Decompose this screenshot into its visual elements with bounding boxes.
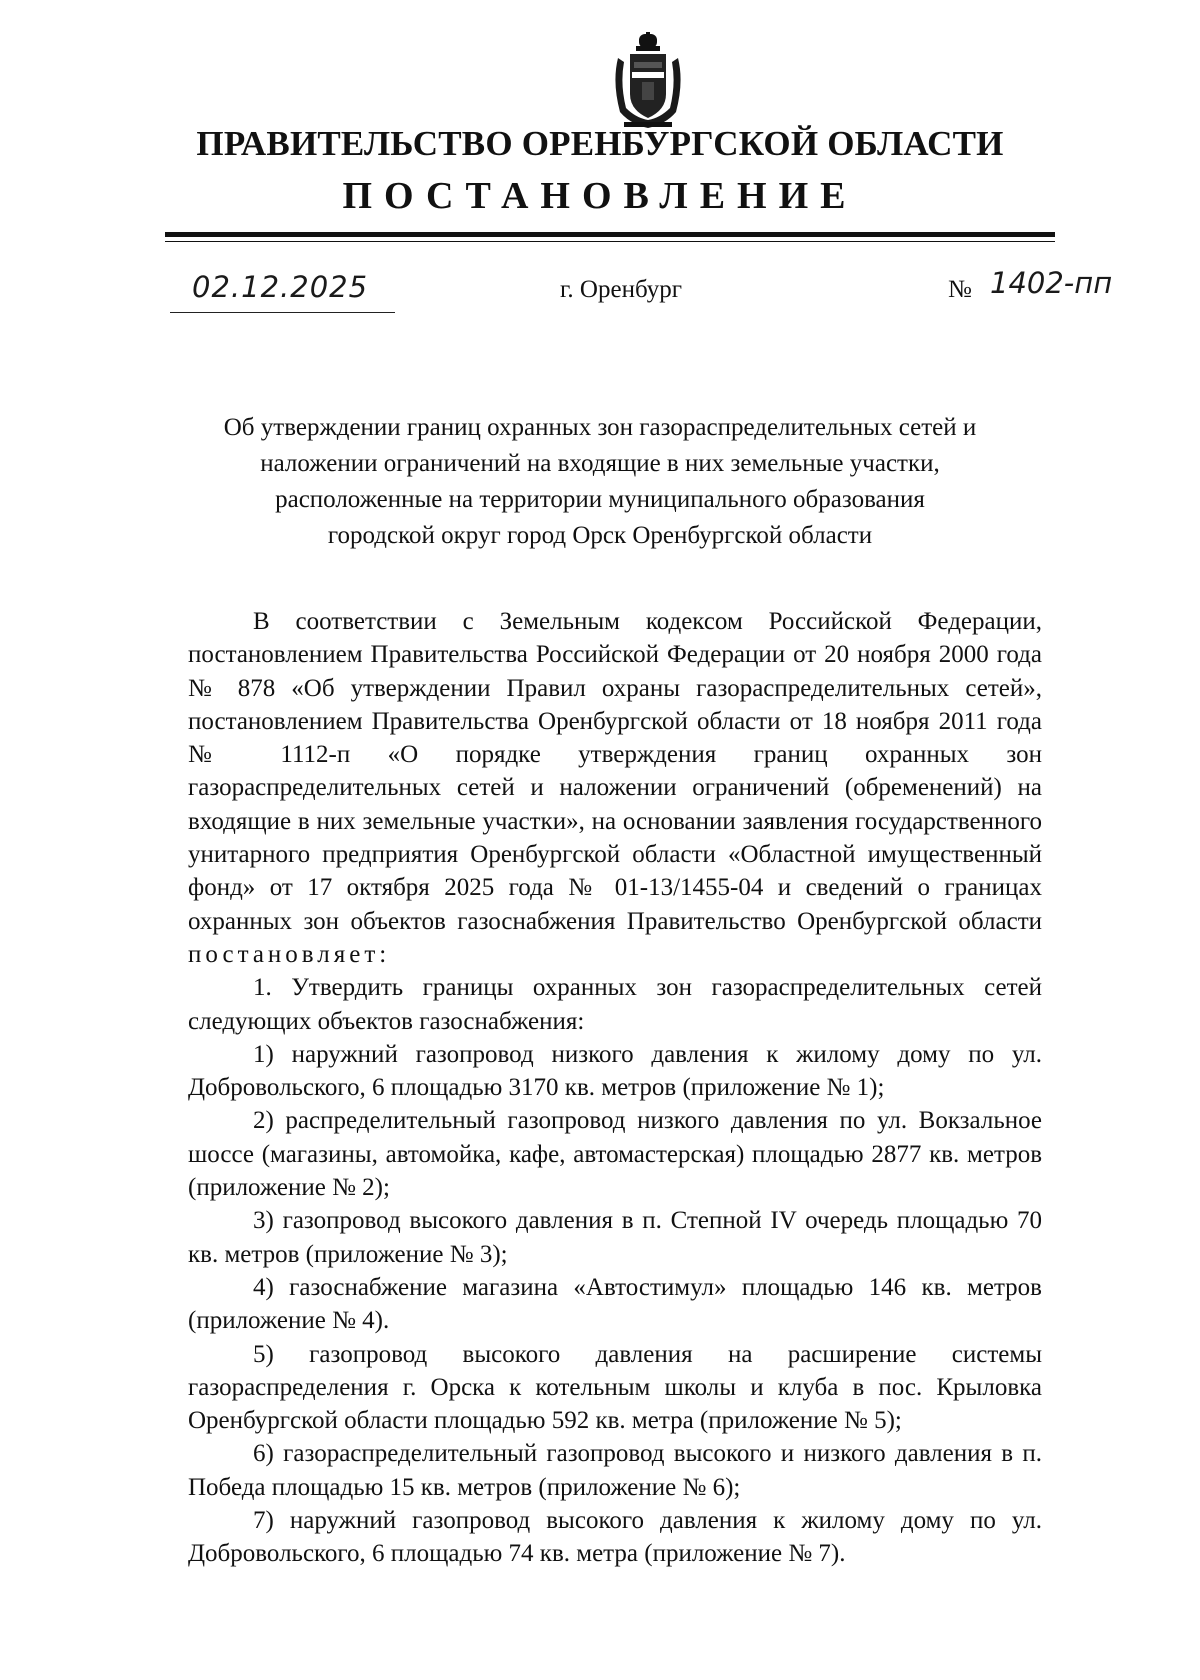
document-date-field: [170, 270, 395, 313]
header-rule-thin: [165, 241, 1055, 242]
list-item: 3) газопровод высокого давления в п. Степной IV очередь площадью 70 кв. метров (приложение № 3);: [188, 1207, 1042, 1268]
document-type-title: ПОСТАНОВЛЕНИЕ: [342, 175, 858, 217]
document-body: [188, 605, 1042, 1571]
preamble-text: В соответствии с Земельным кодексом Российской Федерации, постановлением Правительства Российской Федерации от 20 ноября 2000 года № 878 «Об утверждении Правил охраны газораспределительных сетей», постановлением Правительства Оренбургской области от 18 ноября 2011 года № 1112-п «О порядке утверждения границ охранных зон газораспределительных сетей и наложении ограничений (обременений) на входящие в них земельные участки», на основании заявления государственного унитарного предприятия Оренбургской области «Областной имущественный фонд» от 17 октября 2025 года № 01-13/1455-04 и сведений о границах охранных зон объектов газоснабжения Правительство Оренбургской области: [188, 608, 1042, 935]
list-item: 2) распределительный газопровод низкого давления по ул. Вокзальное шоссе (магазины, автомойка, кафе, автомастерская) площадью 2877 кв. метров (приложение № 2);: [188, 1107, 1042, 1202]
subject-line: наложении ограничений на входящие в них земельные участки,: [260, 450, 940, 477]
list-item: 4) газоснабжение магазина «Автостимул» площадью 146 кв. метров (приложение № 4).: [188, 1273, 1042, 1335]
clause-1: 1. Утвердить границы охранных зон газораспределительных сетей следующих объектов газоснабжения:: [188, 974, 1042, 1035]
document-number-label: №: [948, 276, 972, 303]
list-item: 7) наружний газопровод высокого давления к жилому дому по ул. Добровольского, 6 площадью 74 кв. метра (приложение № 7).: [188, 1507, 1042, 1568]
list-item: 6) газораспределительный газопровод высокого и низкого давления в п. Победа площадью 15 кв. метров (приложение № 6);: [188, 1440, 1042, 1501]
list-item: 1) наружний газопровод низкого давления к жилому дому по ул. Добровольского, 6 площадью 3170 кв. метров (приложение № 1);: [188, 1040, 1042, 1102]
subject-line: расположенные на территории муниципального образования: [275, 486, 925, 513]
organization-title: ПРАВИТЕЛЬСТВО ОРЕНБУРГСКОЙ ОБЛАСТИ: [196, 124, 1004, 163]
document-subject: [160, 410, 1040, 554]
document-number: 1402-пп: [990, 266, 1113, 300]
subject-line: Об утверждении границ охранных зон газораспределительных сетей и: [223, 414, 977, 441]
header-rule-thick: [165, 232, 1055, 237]
document-date: 02.12.2025: [192, 270, 369, 304]
list-item: 5) газопровод высокого давления на расширение системы газораспределения г. Орска к котельным школы и клуба в пос. Крыловка Оренбургской области площадью 592 кв. метра (приложение № 5);: [188, 1340, 1042, 1435]
coat-of-arms-icon: [610, 32, 686, 132]
preamble-paragraph: [188, 605, 1042, 971]
subject-line: городской округ город Орск Оренбургской области: [327, 522, 873, 549]
document-city: г. Оренбург: [560, 276, 682, 303]
decree-word: постановляет:: [188, 940, 391, 968]
